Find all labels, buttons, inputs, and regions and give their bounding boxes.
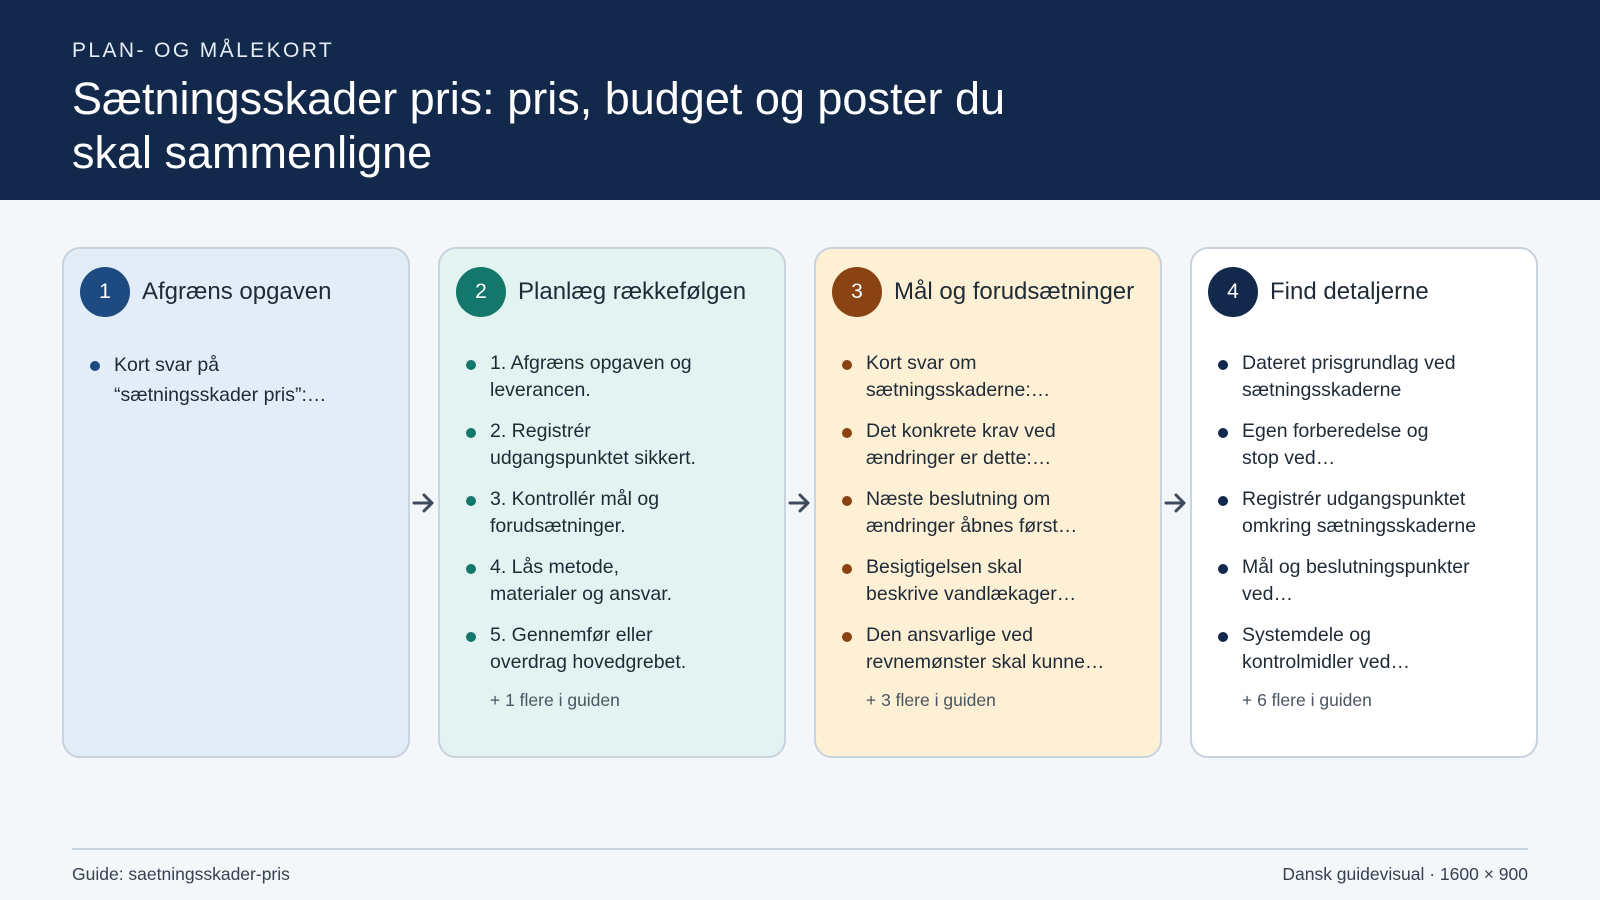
step-cards: [62, 247, 1538, 758]
header-banner: [0, 0, 1600, 200]
card-title: Planlæg rækkefølgen: [518, 278, 747, 305]
bullet-icon: [842, 496, 852, 506]
kicker-label: PLAN- OG MÅLEKORT: [72, 39, 335, 62]
card-list: [1208, 350, 1520, 676]
list-item-text: Egen forberedelse og stop ved…: [1242, 420, 1429, 469]
card-list: [832, 350, 1144, 676]
bullet-icon: [842, 360, 852, 370]
step-card-3: [814, 247, 1162, 758]
card-title: Mål og forudsætninger: [894, 278, 1135, 305]
list-item: [842, 418, 1087, 472]
bullet-icon: [466, 496, 476, 506]
more-in-guide-note: + 6 flere i guiden: [1242, 690, 1372, 710]
bullet-icon: [466, 428, 476, 438]
list-item: [842, 486, 1097, 540]
bullet-icon: [90, 361, 100, 371]
list-item: [1218, 622, 1448, 676]
list-item: [842, 350, 1082, 404]
list-item: [1218, 554, 1488, 608]
bullet-icon: [1218, 496, 1228, 506]
list-item-text: 5. Gennemfør eller overdrag hovedgrebet.: [490, 624, 687, 673]
list-item: [466, 554, 696, 608]
card-header: [1208, 267, 1520, 317]
list-item-text: Den ansvarlige ved revnemønster skal kunne…: [866, 624, 1105, 673]
list-item-text: Kort svar på “sætningsskader pris”:…: [114, 354, 327, 406]
card-header: [456, 267, 768, 317]
list-item-text: 2. Registrér udgangspunktet sikkert.: [490, 420, 696, 469]
list-item: [466, 622, 696, 676]
bullet-icon: [466, 564, 476, 574]
list-item-text: 1. Afgræns opgaven og leverancen.: [490, 352, 692, 401]
footer-divider: [72, 848, 1528, 850]
list-item: [466, 350, 768, 404]
list-item-text: Systemdele og kontrolmidler ved…: [1242, 624, 1410, 673]
list-item-text: Besigtigelsen skal beskrive vandlækager…: [866, 556, 1077, 605]
list-item: [1218, 418, 1448, 472]
list-item-text: Dateret prisgrundlag ved sætningsskaderne: [1242, 352, 1456, 401]
list-item: [466, 418, 716, 472]
step-number-badge: 4: [1208, 267, 1258, 317]
list-item-text: Næste beslutning om ændringer åbnes først…: [866, 488, 1078, 537]
list-item: [1218, 486, 1518, 540]
list-item: [842, 554, 1097, 608]
card-list: [80, 350, 392, 410]
list-item-text: Kort svar om sætningsskaderne:…: [866, 352, 1051, 401]
card-title: Find detaljerne: [1270, 278, 1429, 305]
step-card-1: [62, 247, 410, 758]
list-item-text: Mål og beslutningspunkter ved…: [1242, 556, 1470, 605]
list-item-text: Registrér udgangspunktet omkring sætningsskaderne: [1242, 488, 1477, 537]
more-in-guide-note: + 1 flere i guiden: [490, 690, 620, 710]
footer-meta-label: Dansk guidevisual · 1600 × 900: [1282, 864, 1528, 884]
bullet-icon: [842, 564, 852, 574]
bullet-icon: [1218, 360, 1228, 370]
bullet-icon: [1218, 564, 1228, 574]
bullet-icon: [1218, 428, 1228, 438]
bullet-icon: [466, 360, 476, 370]
step-number-badge: 3: [832, 267, 882, 317]
list-item: [90, 350, 350, 410]
list-item: [466, 486, 696, 540]
list-item-text: 4. Lås metode, materialer og ansvar.: [490, 556, 673, 605]
bullet-icon: [466, 632, 476, 642]
step-number-badge: 2: [456, 267, 506, 317]
step-number-badge: 1: [80, 267, 130, 317]
arrow-right-icon: [410, 247, 438, 758]
card-title: Afgræns opgaven: [142, 278, 332, 305]
list-item: [842, 622, 1132, 676]
page-title: Sætningsskader pris: pris, budget og poster du skal sammenligne: [72, 73, 1006, 178]
more-in-guide-note: + 3 flere i guiden: [866, 690, 996, 710]
step-card-2: [438, 247, 786, 758]
footer-guide-label: Guide: saetningsskader-pris: [72, 864, 290, 884]
list-item: [1218, 350, 1478, 404]
card-list: [456, 350, 768, 676]
arrow-right-icon: [1162, 247, 1190, 758]
list-item-text: 3. Kontrollér mål og forudsætninger.: [490, 488, 660, 537]
list-item-text: Det konkrete krav ved ændringer er dette:…: [866, 420, 1056, 469]
bullet-icon: [842, 428, 852, 438]
arrow-right-icon: [786, 247, 814, 758]
step-card-4: [1190, 247, 1538, 758]
card-header: [80, 267, 392, 317]
bullet-icon: [842, 632, 852, 642]
bullet-icon: [1218, 632, 1228, 642]
card-header: [832, 267, 1144, 317]
